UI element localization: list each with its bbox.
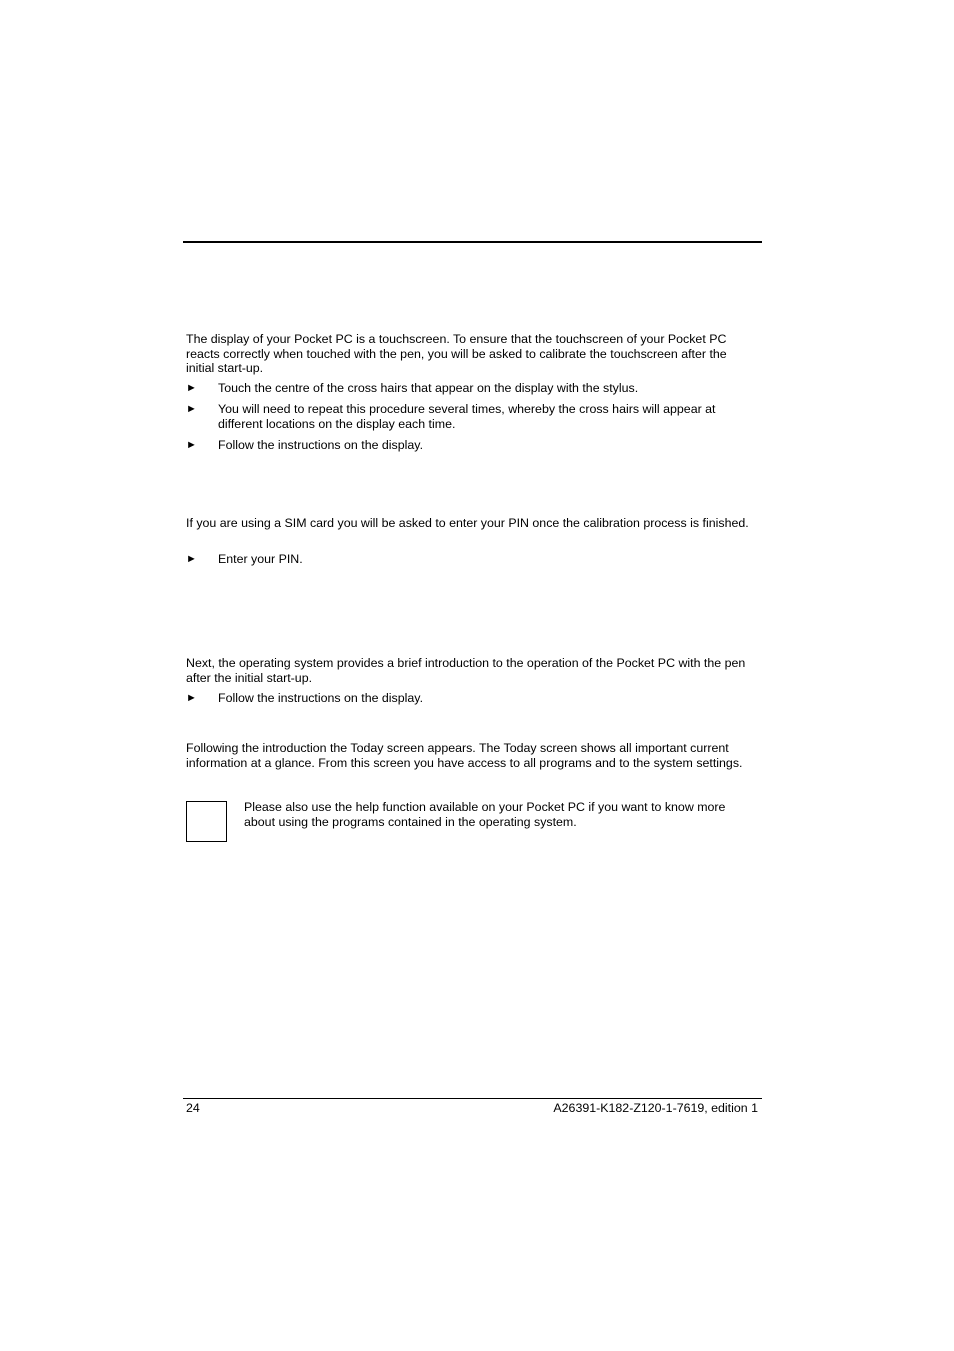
list-item	[186, 381, 758, 396]
bullet-arrow-icon: ►	[186, 403, 197, 415]
pin-intro: If you are using a SIM card you will be asked to enter your PIN once the calibration process is finished.	[186, 516, 749, 530]
calibration-intro: The display of your Pocket PC is a touchscreen. To ensure that the touchscreen of your Pocket PC reacts correctly when touched with the pen, you will be asked to calibrate the touchscreen after the initial start-up.	[186, 332, 727, 376]
list-item-text: Enter your PIN.	[218, 552, 303, 566]
header-rule	[183, 241, 762, 243]
bullet-arrow-icon: ►	[186, 553, 197, 565]
list-item	[186, 402, 758, 431]
document-id: A26391-K182-Z120-1-7619, edition 1	[553, 1101, 758, 1115]
bullet-arrow-icon: ►	[186, 439, 197, 451]
today-intro: Following the introduction the Today screen appears. The Today screen shows all important current information at a glance. From this screen you have access to all programs and to the system settings.	[186, 741, 743, 770]
introduction-intro: Next, the operating system provides a brief introduction to the operation of the Pocket PC with the pen after the initial start-up.	[186, 656, 746, 685]
list-item-text: Follow the instructions on the display.	[218, 691, 424, 705]
page-number: 24	[186, 1101, 200, 1115]
list-item	[186, 691, 758, 706]
bullet-arrow-icon: ►	[186, 692, 197, 704]
list-item-text: You will need to repeat this procedure several times, whereby the cross hairs will appear at different locations on the display each time.	[218, 402, 716, 431]
bullet-arrow-icon: ►	[186, 382, 197, 394]
list-item-text: Follow the instructions on the display.	[218, 438, 424, 452]
footer-rule	[183, 1098, 762, 1099]
note-text: Please also use the help function available on your Pocket PC if you want to know more about using the programs contained in the operating system.	[244, 800, 726, 829]
note-icon	[186, 801, 227, 842]
list-item-text: Touch the centre of the cross hairs that appear on the display with the stylus.	[218, 381, 639, 395]
list-item	[186, 552, 758, 567]
list-item	[186, 438, 758, 453]
